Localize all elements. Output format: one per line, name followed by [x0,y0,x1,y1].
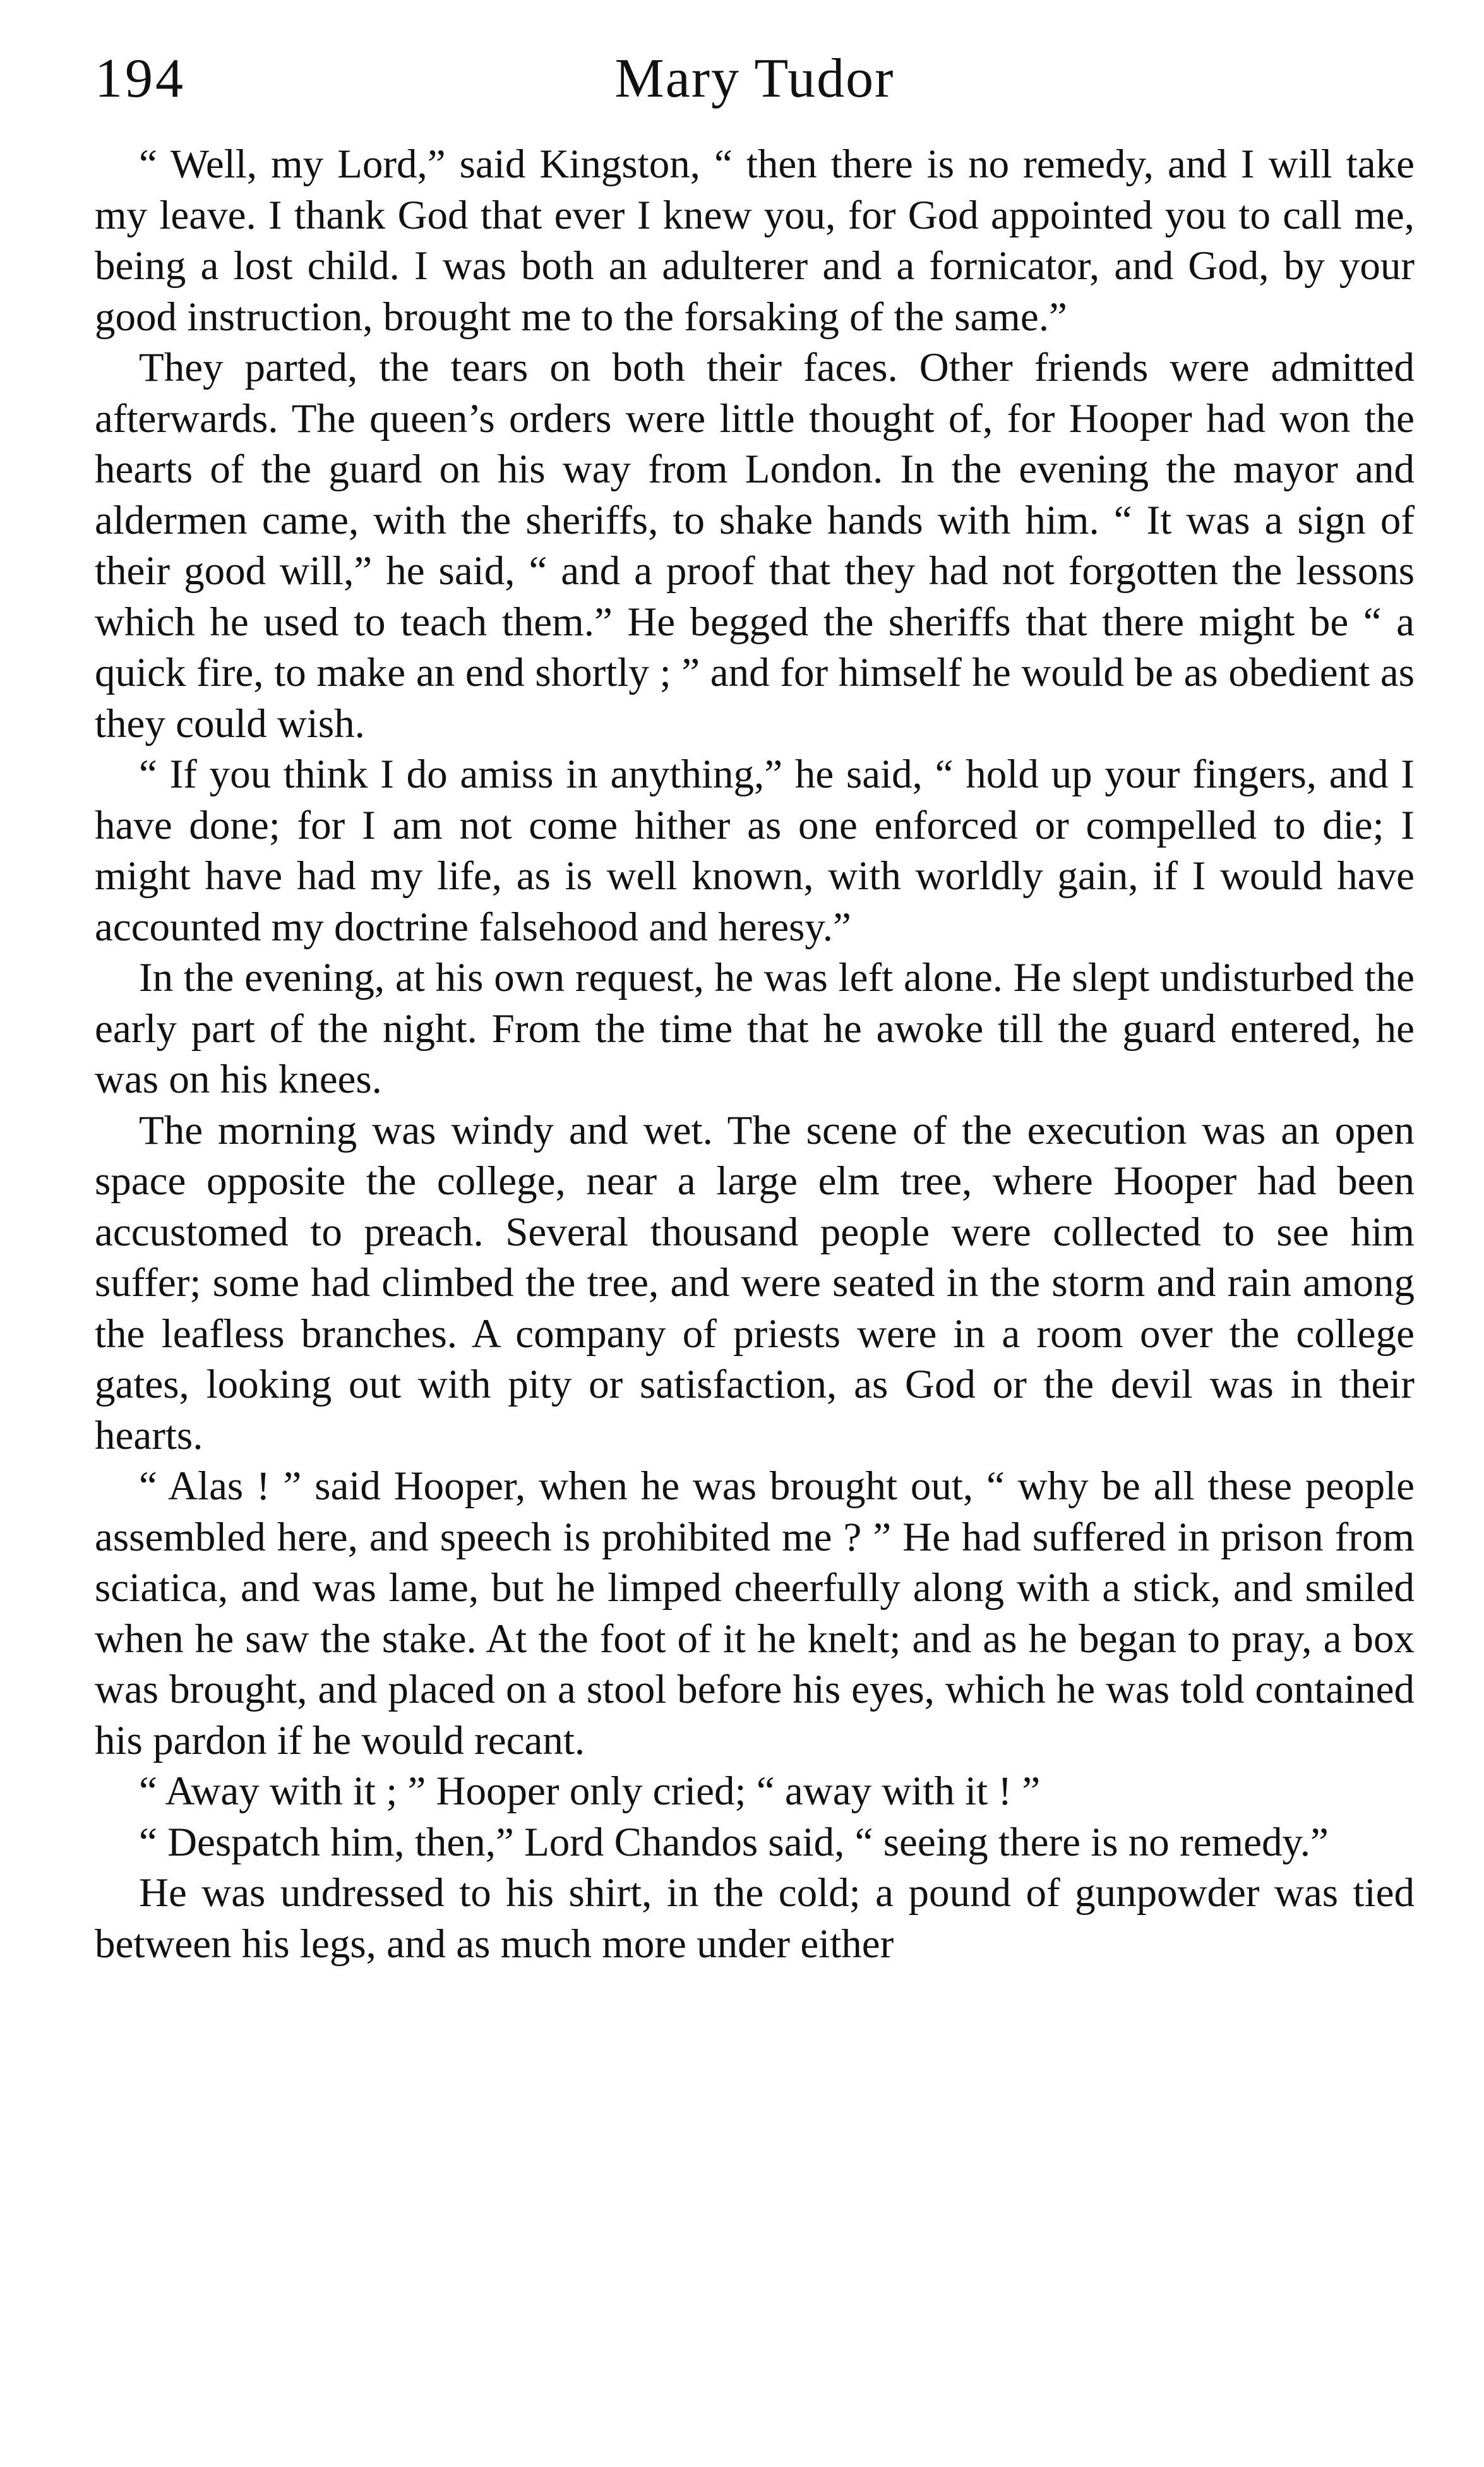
page-header [95,44,1415,133]
paragraph: The morning was windy and wet. The scene of the execution was an open space opposite the college, near a large elm tree, where Hooper had been accustomed to preach. Several thousand people were collected to see him suffer; some had climbed the tree, and were seated in the storm and rain among the leafless branches. A company of priests were in a room over the college gates, looking out with pity or satisfaction, as God or the devil was in their hearts. [95,1107,1415,1458]
running-title: Mary Tudor [614,48,895,109]
book-page [95,44,1415,1969]
paragraph: “ Well, my Lord,” said Kingston, “ then there is no remedy, and I will take my leave. I thank God that ever I knew you, for God appointed you to call me, being a lost child. I was both an adulterer and a fornicator, and God, by your good instruction, brought me to the forsaking of the same.” [95,141,1415,340]
paragraph: He was undressed to his shirt, in the cold; a pound of gunpowder was tied between his legs, and as much more under either [95,1870,1415,1967]
paragraph: They parted, the tears on both their faces. Other friends were admitted afterwards. The queen’s orders were little thought of, for Hooper had won the hearts of the guard on his way from London. In the evening the mayor and aldermen came, with the sheriffs, to shake hands with him. “ It was a sign of their good will,” he said, “ and a proof that they had not forgotten the lessons which he used to teach them.” He begged the sheriffs that there might be “ a quick fire, to make an end shortly ; ” and for himself he would be as obedient as they could wish. [95,345,1415,747]
paragraph: In the evening, at his own request, he was left alone. He slept undisturbed the early part of the night. From the time that he awoke till the guard entered, he was on his knees. [95,955,1415,1102]
page-number: 194 [95,48,186,109]
paragraph: “ Despatch him, then,” Lord Chandos said, “ seeing there is no remedy.” [139,1819,1329,1865]
body-text [95,139,1415,1969]
paragraph: “ Alas ! ” said Hooper, when he was brought out, “ why be all these people assembled here, and speech is prohibited me ? ” He had suffered in prison from sciatica, and was lame, but he limped cheerfully along with a stick, and smiled when he saw the stake. At the foot of it he knelt; and as he began to pray, a box was brought, and placed on a stool before his eyes, which he was told contained his pardon if he would recant. [95,1463,1415,1763]
paragraph: “ Away with it ; ” Hooper only cried; “ away with it ! ” [139,1768,1041,1814]
paragraph: “ If you think I do amiss in anything,” he said, “ hold up your fingers, and I have done; for I am not come hither as one enforced or compelled to die; I might have had my life, as is well known, with worldly gain, if I would have accounted my doctrine falsehood and heresy.” [95,752,1415,950]
